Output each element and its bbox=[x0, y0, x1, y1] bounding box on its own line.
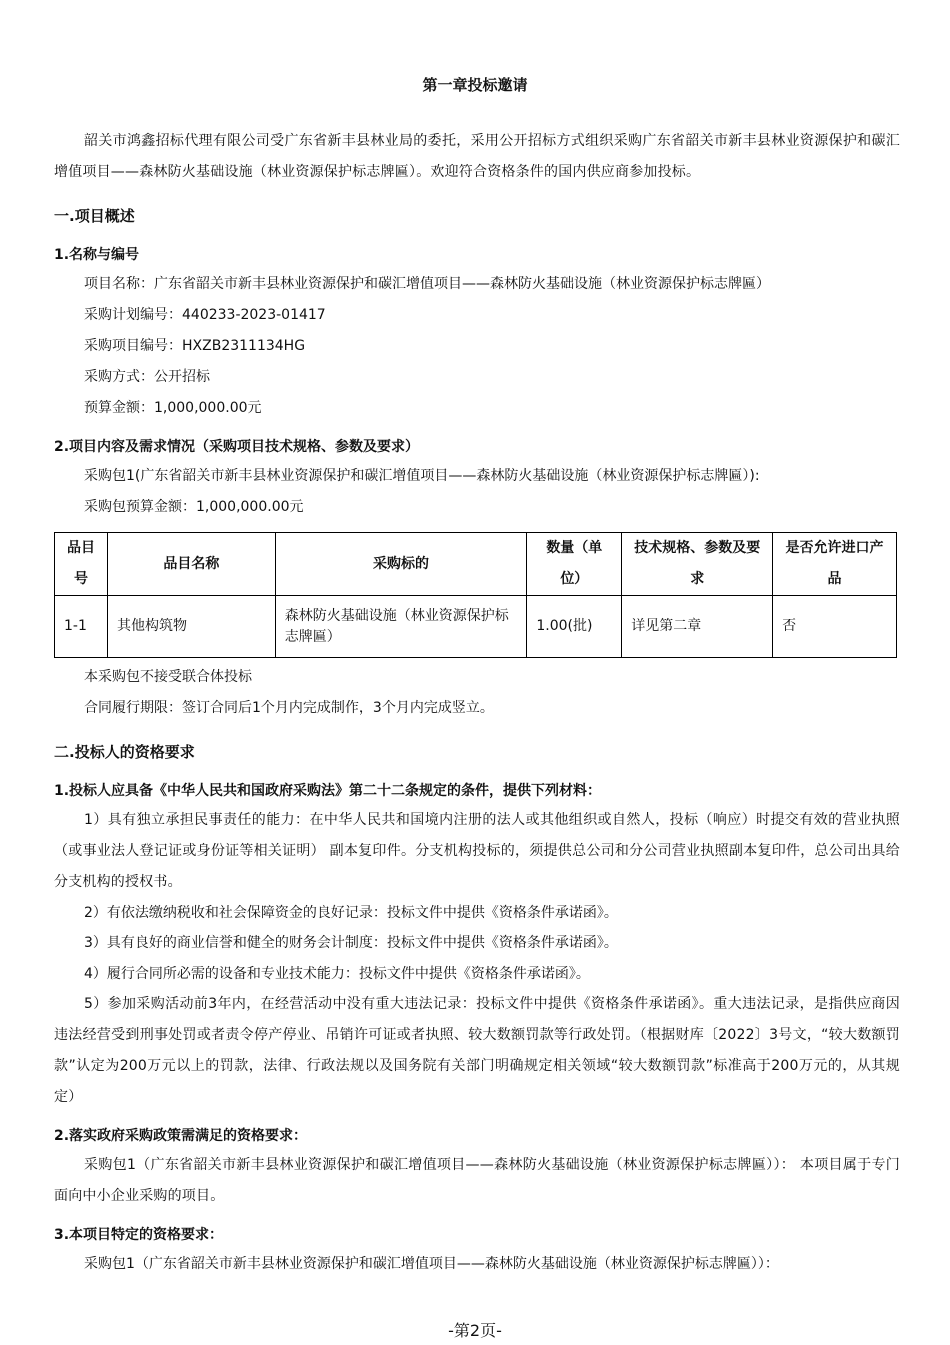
subsection-heading-specific: 3.本项目特定的资格要求： bbox=[54, 1227, 224, 1243]
qualification-item-4: 4）履行合同所必需的设备和专业技术能力：投标文件中提供《资格条件承诺函》。 bbox=[84, 966, 590, 982]
table-cell-item-name: 其他构筑物 bbox=[107, 596, 275, 658]
specific-requirement-text: 采购包1（广东省韶关市新丰县林业资源保护和碳汇增值项目——森林防火基础设施（林业资源保护标志牌匾））： bbox=[84, 1256, 779, 1272]
project-number-line: 采购项目编号：HXZB2311134HG bbox=[84, 338, 306, 354]
section-heading-qualification: 二.投标人的资格要求 bbox=[54, 743, 195, 761]
qualification-item-5: 5）参加采购活动前3年内，在经营活动中没有重大违法记录：投标文件中提供《资格条件承诺函》。重大违法记录，是指供应商因违法经营受到刑事处罚或者责令停产停业、吊销许可证或者执照、较大数额罚款等行政处罚。（根据财库〔2022〕3号文，“较大数额罚款”认定为200万元以上的罚款，法律、行政法规以及国务院有关部门明确规定相关领域“较大数额罚款”标准高于200万元的，从其规定） bbox=[54, 996, 900, 1105]
table-cell-item-no: 1-1 bbox=[55, 596, 108, 658]
items-table bbox=[54, 532, 897, 658]
intro-paragraph: 韶关市鸿鑫招标代理有限公司受广东省新丰县林业局的委托，采用公开招标方式组织采购广东省韶关市新丰县林业资源保护和碳汇增值项目——森林防火基础设施（林业资源保护标志牌匾）。欢迎符合资格条件的国内供应商参加投标。 bbox=[54, 133, 900, 180]
table-header-cell: 技术规格、参数及要求 bbox=[622, 533, 773, 596]
section-heading-overview: 一.项目概述 bbox=[54, 207, 135, 225]
policy-requirement-text: 采购包1（广东省韶关市新丰县林业资源保护和碳汇增值项目——森林防火基础设施（林业资源保护标志牌匾））： 本项目属于专门面向中小企业采购的项目。 bbox=[54, 1157, 900, 1204]
page-number: -第2页- bbox=[448, 1321, 502, 1340]
table-header-cell: 品目名称 bbox=[107, 533, 275, 596]
contract-period-note: 合同履行期限：签订合同后1个月内完成制作，3个月内完成竖立。 bbox=[84, 700, 494, 716]
project-name-line: 项目名称：广东省韶关市新丰县林业资源保护和碳汇增值项目——森林防火基础设施（林业资源保护标志牌匾） bbox=[84, 276, 770, 292]
table-cell-spec: 详见第二章 bbox=[622, 596, 773, 658]
qualification-item-2: 2）有依法缴纳税收和社会保障资金的良好记录：投标文件中提供《资格条件承诺函》。 bbox=[84, 905, 618, 921]
subsection-heading-content: 2.项目内容及需求情况（采购项目技术规格、参数及要求） bbox=[54, 439, 420, 455]
subsection-heading-conditions: 1.投标人应具备《中华人民共和国政府采购法》第二十二条规定的条件，提供下列材料： bbox=[54, 783, 602, 799]
table-row bbox=[55, 596, 897, 658]
table-header-row bbox=[55, 533, 897, 596]
qualification-item-3: 3）具有良好的商业信誉和健全的财务会计制度：投标文件中提供《资格条件承诺函》。 bbox=[84, 935, 618, 951]
table-cell-subject: 森林防火基础设施（林业资源保护标志牌匾） bbox=[275, 596, 527, 658]
subsection-heading-name-number: 1.名称与编号 bbox=[54, 247, 140, 263]
package-line: 采购包1(广东省韶关市新丰县林业资源保护和碳汇增值项目——森林防火基础设施（林业资源保护标志牌匾）): bbox=[84, 468, 760, 484]
consortium-note: 本采购包不接受联合体投标 bbox=[84, 669, 252, 685]
table-header-cell: 品目号 bbox=[55, 533, 108, 596]
package-budget-line: 采购包预算金额：1,000,000.00元 bbox=[84, 499, 304, 515]
table-header-cell: 是否允许进口产品 bbox=[773, 533, 897, 596]
table-cell-import: 否 bbox=[773, 596, 897, 658]
table-header-cell: 数量（单位） bbox=[527, 533, 622, 596]
budget-line: 预算金额：1,000,000.00元 bbox=[84, 400, 262, 416]
subsection-heading-policy: 2.落实政府采购政策需满足的资格要求： bbox=[54, 1128, 308, 1144]
table-header-cell: 采购标的 bbox=[275, 533, 527, 596]
qualification-item-1: 1）具有独立承担民事责任的能力：在中华人民共和国境内注册的法人或其他组织或自然人，投标（响应）时提交有效的营业执照（或事业法人登记证或身份证等相关证明） 副本复印件。分支机构投标的，须提供总公司和分公司营业执照副本复印件，总公司出具给分支机构的授权书。 bbox=[54, 812, 900, 890]
plan-number-line: 采购计划编号：440233-2023-01417 bbox=[84, 307, 326, 323]
procurement-method-line: 采购方式：公开招标 bbox=[84, 369, 210, 385]
table-cell-quantity: 1.00(批) bbox=[527, 596, 622, 658]
chapter-title: 第一章投标邀请 bbox=[422, 76, 528, 94]
